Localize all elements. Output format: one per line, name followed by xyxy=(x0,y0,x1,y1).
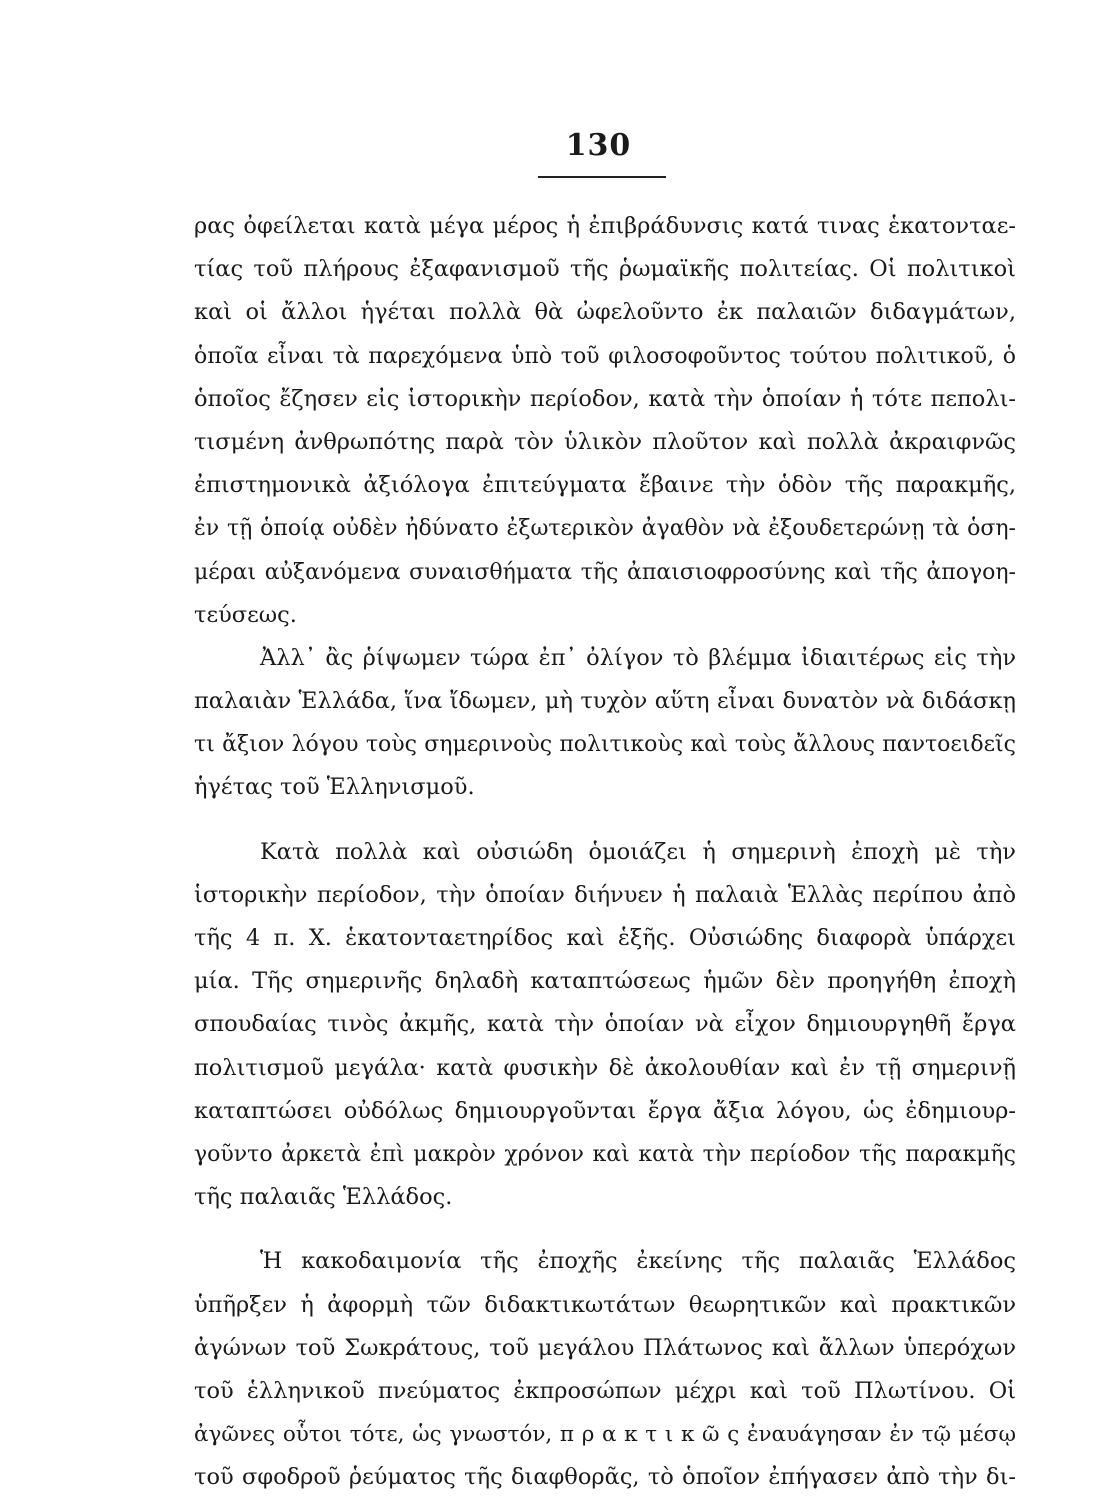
text-line: ἱστορικὴν περίοδον, τὴν ὁποίαν διήνυεν ἡ παλαιὰ Ἑλλὰς περίπου ἀπὸ xyxy=(194,881,1016,908)
paragraph-2 xyxy=(194,637,1016,810)
text-line: τοῦ σφοδροῦ ῥεύματος τῆς διαφθορᾶς, τὸ ὁποῖον ἐπήγασεν ἀπὸ τὴν δι- xyxy=(194,1464,1016,1491)
text-line: τισμένη ἀνθρωπότης παρὰ τὸν ὑλικὸν πλοῦτον καὶ πολλὰ ἀκραιφνῶς xyxy=(194,428,1016,455)
page-number-underline xyxy=(538,176,666,178)
page-number: 130 xyxy=(565,128,632,163)
text-line: πολιτισμοῦ μεγάλα· κατὰ φυσικὴν δὲ ἀκολουθίαν καὶ ἐν τῇ σημερινῇ xyxy=(194,1054,1016,1081)
text-line: μέραι αὐξανόμενα συναισθήματα τῆς ἀπαισιοφροσύνης καὶ τῆς ἀπογοη- xyxy=(194,559,1016,585)
paragraph-4 xyxy=(194,1240,1016,1499)
text-line: τι ἄξιον λόγου τοὺς σημερινοὺς πολιτικοὺς καὶ τοὺς ἄλλους παντοειδεῖς xyxy=(194,732,1016,758)
paragraph-3 xyxy=(194,831,1016,1220)
text-line: ρας ὀφείλεται κατὰ μέγα μέρος ἡ ἐπιβράδυνσις κατά τινας ἑκατονταε- xyxy=(194,213,1016,239)
text-line: τίας τοῦ πλήρους ἐξαφανισμοῦ τῆς ῥωμαϊκῆς πολιτείας. Οἱ πολιτικοὶ xyxy=(194,256,1016,283)
text-line: ὁποῖος ἔζησεν εἰς ἱστορικὴν περίοδον, κατὰ τὴν ὁποίαν ἡ τότε πεπολι- xyxy=(194,385,1016,412)
text-line: τεύσεως. xyxy=(194,601,297,628)
text-line: παλαιὰν Ἑλλάδα, ἵνα ἴδωμεν, μὴ τυχὸν αὕτη εἶναι δυνατὸν νὰ διδάσκῃ xyxy=(194,688,1016,715)
text-line: Ἡ κακοδαιμονία τῆς ἐποχῆς ἐκείνης τῆς παλαιᾶς Ἑλλάδος xyxy=(260,1248,1016,1275)
text-line: καὶ οἱ ἄλλοι ἡγέται πολλὰ θὰ ὠφελοῦντο ἐκ παλαιῶν διδαγμάτων, xyxy=(194,299,1016,326)
text-line: ἡγέτας τοῦ Ἑλληνισμοῦ. xyxy=(194,774,475,801)
paragraph-gap xyxy=(194,810,1016,831)
text-line: ἐν τῇ ὁποίᾳ οὐδὲν ἠδύνατο ἐξωτερικὸν ἀγαθὸν νὰ ἐξουδετερώνῃ τὰ ὁση- xyxy=(194,516,1016,542)
paragraph-1 xyxy=(194,205,1016,637)
text-line: ὑπῆρξεν ἡ ἀφορμὴ τῶν διδακτικωτάτων θεωρητικῶν καὶ πρακτικῶν xyxy=(194,1291,1016,1318)
text-line: τῆς παλαιᾶς Ἑλλάδος. xyxy=(194,1184,453,1211)
text-line: Κατὰ πολλὰ καὶ οὐσιώδη ὁμοιάζει ἡ σημερινὴ ἐποχὴ μὲ τὴν xyxy=(260,838,1016,865)
text-line: ἀγώνων τοῦ Σωκράτους, τοῦ μεγάλου Πλάτωνος καὶ ἄλλων ὑπερόχων xyxy=(194,1334,1016,1361)
text-line: σπουδαίας τινὸς ἀκμῆς, κατὰ τὴν ὁποίαν νὰ εἶχον δημιουργηθῆ ἔργα xyxy=(194,1011,1016,1038)
text-line: ὁποῖα εἶναι τὰ παρεχόμενα ὑπὸ τοῦ φιλοσοφοῦντος τούτου πολιτικοῦ, ὁ xyxy=(194,343,1016,369)
text-line: καταπτώσει οὐδόλως δημιουργοῦνται ἔργα ἄξια λόγου, ὡς ἐδημιουρ- xyxy=(194,1097,1016,1124)
body-text xyxy=(194,205,1016,1499)
text-line: Ἀλλ᾽ ἂς ῥίψωμεν τώρα ἐπ᾽ ὀλίγον τὸ βλέμμα ἰδιαιτέρως εἰς τὴν xyxy=(260,644,1016,671)
paragraph-gap xyxy=(194,1219,1016,1240)
text-line: ἐπιστημονικὰ ἀξιόλογα ἐπιτεύγματα ἔβαινε τὴν ὁδὸν τῆς παρακμῆς, xyxy=(194,472,1016,499)
text-line: ἀγῶνες οὗτοι τότε, ὡς γνωστόν, π ρ α κ τ ι κ ῶ ς ἐναυάγησαν ἐν τῷ μέσῳ xyxy=(194,1422,1016,1448)
text-line: τῆς 4 π. Χ. ἑκατονταετηρίδος καὶ ἑξῆς. Οὐσιώδης διαφορὰ ὑπάρχει xyxy=(194,925,1016,951)
text-line: μία. Τῆς σημερινῆς δηλαδὴ καταπτώσεως ἡμῶν δὲν προηγήθη ἐποχὴ xyxy=(194,968,1016,995)
text-line: τοῦ ἑλληνικοῦ πνεύματος ἐκπροσώπων μέχρι καὶ τοῦ Πλωτίνου. Οἱ xyxy=(194,1377,1016,1404)
text-line: γοῦντο ἀρκετὰ ἐπὶ μακρὸν χρόνον καὶ κατὰ τὴν περίοδον τῆς παρακμῆς xyxy=(194,1141,1016,1167)
